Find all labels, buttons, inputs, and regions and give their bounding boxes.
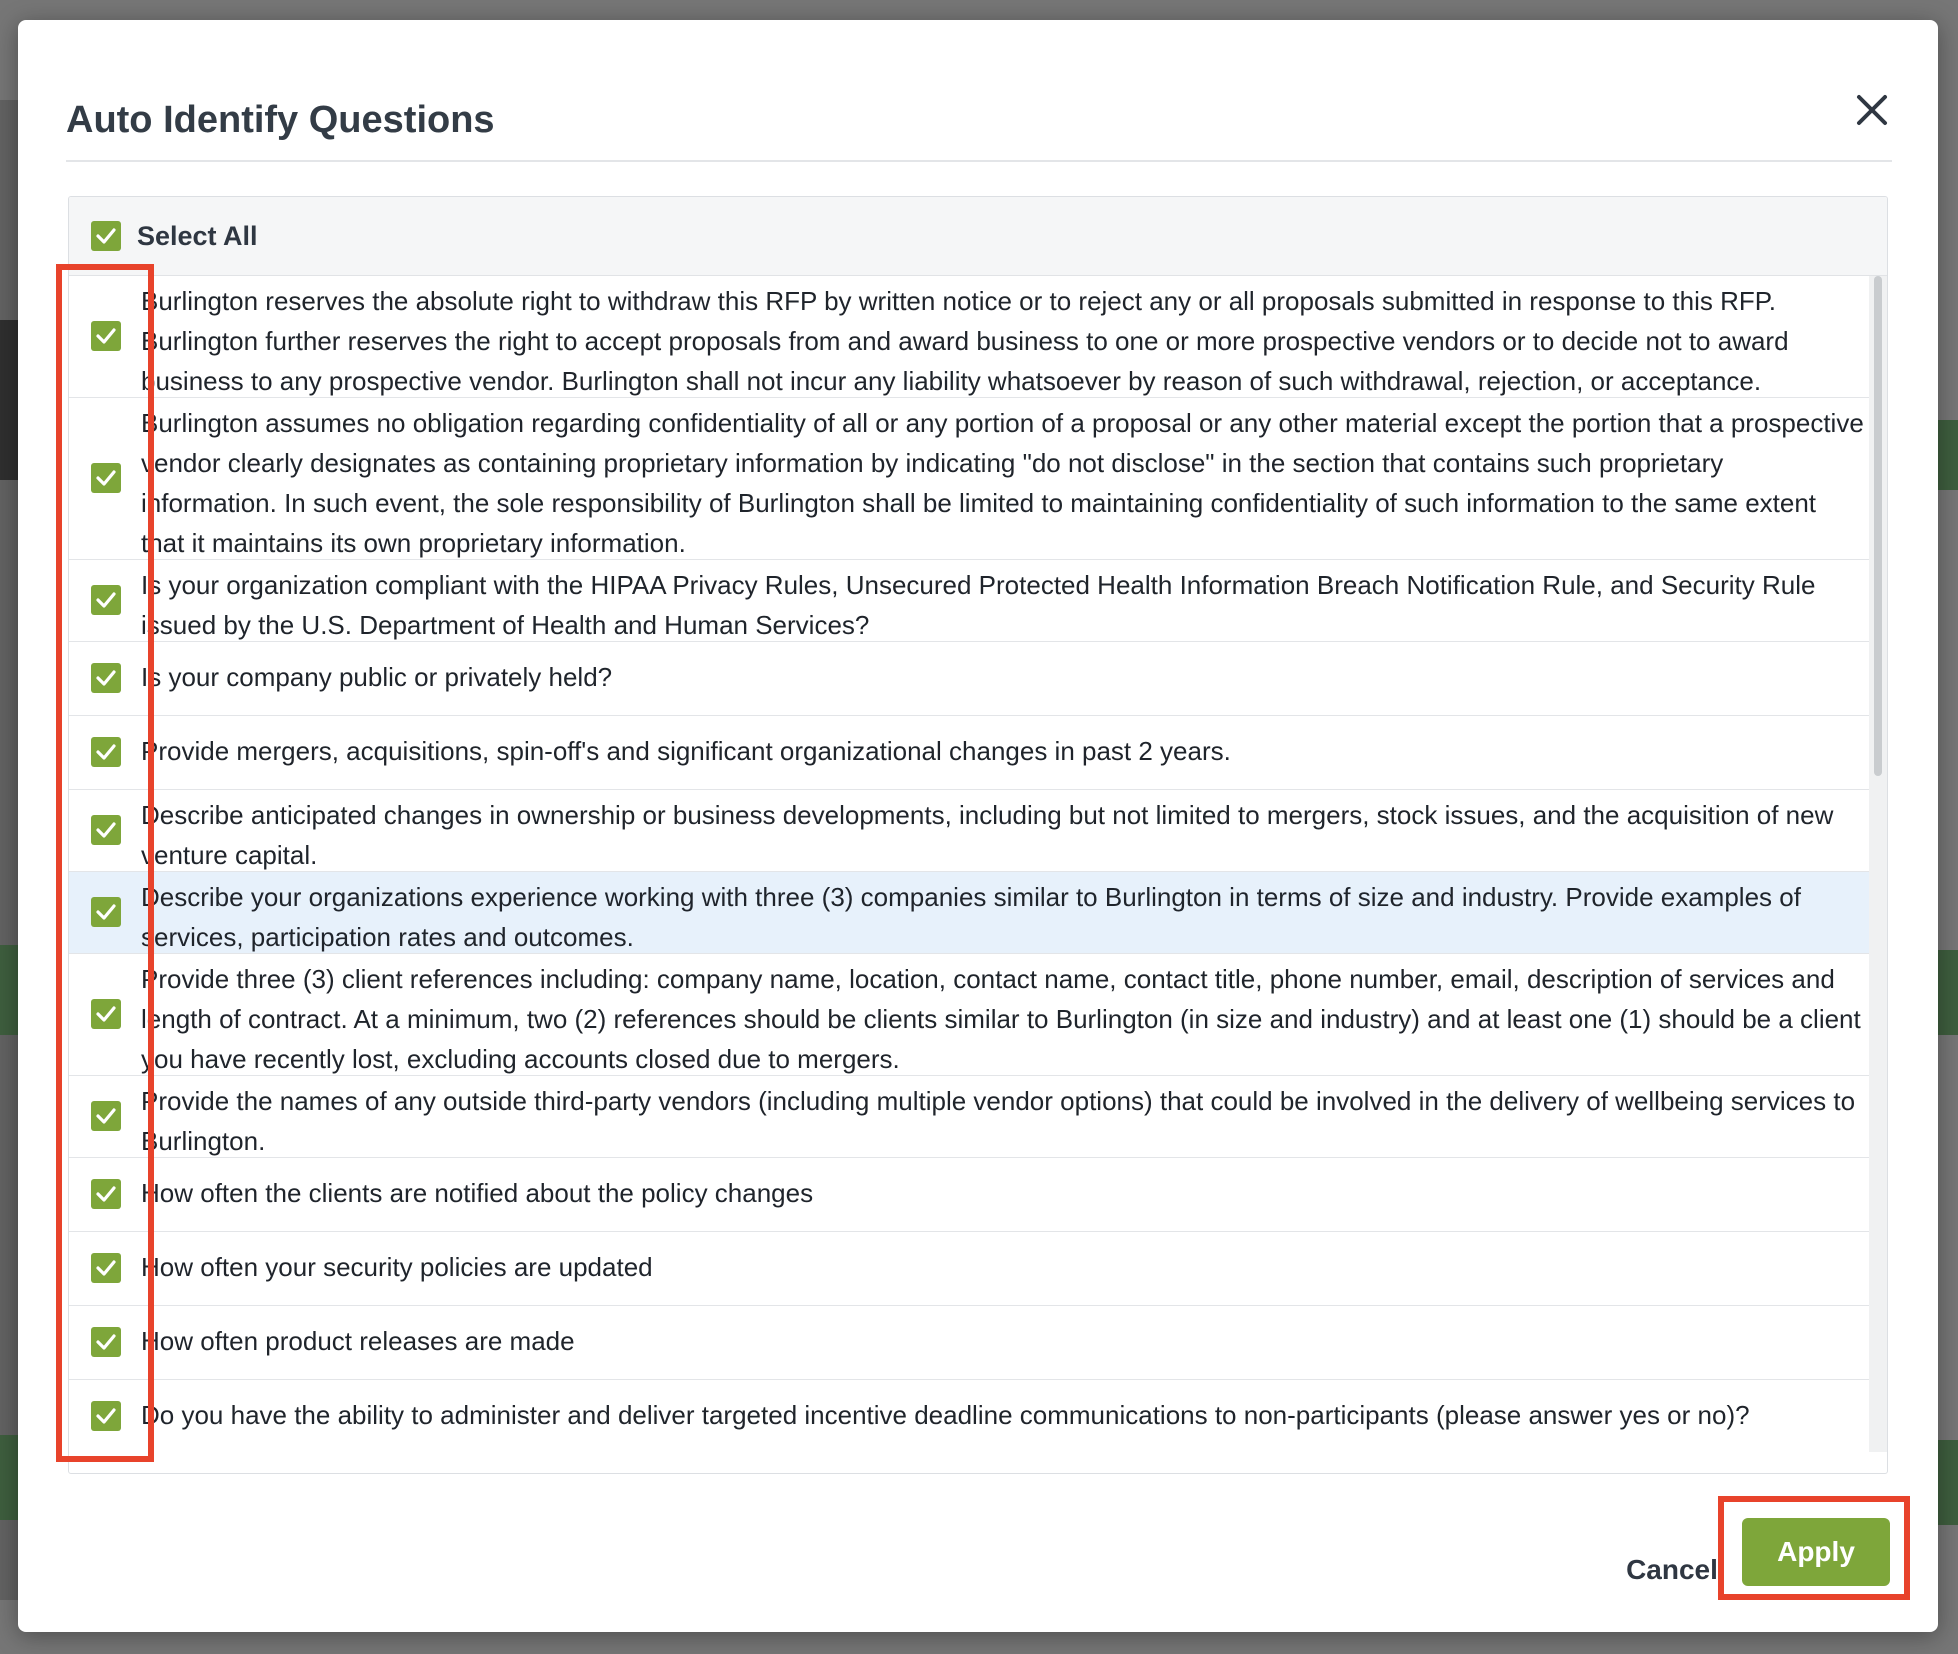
question-row[interactable] — [69, 560, 1869, 642]
question-row[interactable] — [69, 1380, 1869, 1452]
question-text: How often your security policies are updated — [141, 1252, 653, 1282]
scrollbar-thumb[interactable] — [1874, 276, 1882, 776]
question-row[interactable] — [69, 1076, 1869, 1158]
questions-list — [68, 196, 1888, 1474]
cancel-button[interactable]: Cancel — [1614, 1542, 1730, 1598]
header-divider — [66, 160, 1892, 162]
question-row[interactable] — [69, 398, 1869, 560]
close-icon — [1855, 93, 1889, 127]
auto-identify-modal — [18, 20, 1938, 1632]
question-text: Is your organization compliant with the HIPAA Privacy Rules, Unsecured Protected Health Information Breach Notification Rule, and Security Rule issued by the U.S. Department of Health and Human Services? — [141, 570, 1816, 640]
question-text: Provide the names of any outside third-party vendors (including multiple vendor options) that could be involved in the delivery of wellbeing services to Burlington. — [141, 1086, 1856, 1156]
close-button[interactable] — [1844, 82, 1900, 138]
select-all-label: Select All — [137, 221, 258, 251]
select-all-row[interactable] — [69, 197, 1887, 276]
question-text: Is your company public or privately held? — [141, 662, 613, 692]
question-row[interactable] — [69, 276, 1869, 398]
select-all-checkbox[interactable] — [91, 221, 121, 251]
question-text: Provide three (3) client references including: company name, location, contact name, contact title, phone number, email, description of services and length of contract. At a minimum, two (2) references should be clients similar to Burlington (in size and industry) and at least one (1) should be a client you have recently lost, excluding accounts closed due to mergers. — [141, 964, 1861, 1074]
question-row[interactable] — [69, 1158, 1869, 1232]
question-row[interactable] — [69, 790, 1869, 872]
question-row[interactable] — [69, 642, 1869, 716]
question-row[interactable] — [69, 716, 1869, 790]
question-text: Provide mergers, acquisitions, spin-off's and significant organizational changes in past 2 years. — [141, 736, 1231, 766]
question-text: Burlington assumes no obligation regarding confidentiality of all or any portion of a proposal or any other material except the portion that a prospective vendor clearly designates as containing proprietary information by indicating "do not disclose" in the section that contains such proprietary information. In such event, the sole responsibility of Burlington shall be limited to maintaining confidentiality of such information to the same extent that it maintains its own proprietary information. — [141, 408, 1864, 558]
questions-scroll-area[interactable] — [69, 276, 1869, 1452]
apply-button[interactable]: Apply — [1742, 1518, 1890, 1586]
question-row[interactable] — [69, 1306, 1869, 1380]
apply-button-highlight — [1718, 1496, 1910, 1600]
question-row[interactable] — [69, 872, 1869, 954]
modal-title: Auto Identify Questions — [66, 99, 495, 141]
question-text: How often the clients are notified about the policy changes — [141, 1178, 814, 1208]
question-text: Burlington reserves the absolute right to withdraw this RFP by written notice or to reject any or all proposals submitted in response to this RFP. Burlington further reserves the right to accept proposals from and award business to one or more prospective vendors or to decide not to award business to any prospective vendor. Burlington shall not incur any liability whatsoever by reason of such withdrawal, rejection, or acceptance. — [141, 286, 1789, 396]
question-text: How often product releases are made — [141, 1326, 575, 1356]
check-icon — [95, 225, 117, 247]
checkbox-column-highlight — [56, 264, 154, 1462]
question-row[interactable] — [69, 1232, 1869, 1306]
question-text: Describe anticipated changes in ownership or business developments, including but not limited to mergers, stock issues, and the acquisition of new venture capital. — [141, 800, 1834, 870]
question-text: Do you have the ability to administer and deliver targeted incentive deadline communications to non-participants (please answer yes or no)? — [141, 1400, 1750, 1430]
scrollbar[interactable] — [1869, 276, 1887, 1452]
question-text: Describe your organizations experience working with three (3) companies similar to Burlington in terms of size and industry. Provide examples of services, participation rates and outcomes. — [141, 882, 1801, 952]
question-row[interactable] — [69, 954, 1869, 1076]
